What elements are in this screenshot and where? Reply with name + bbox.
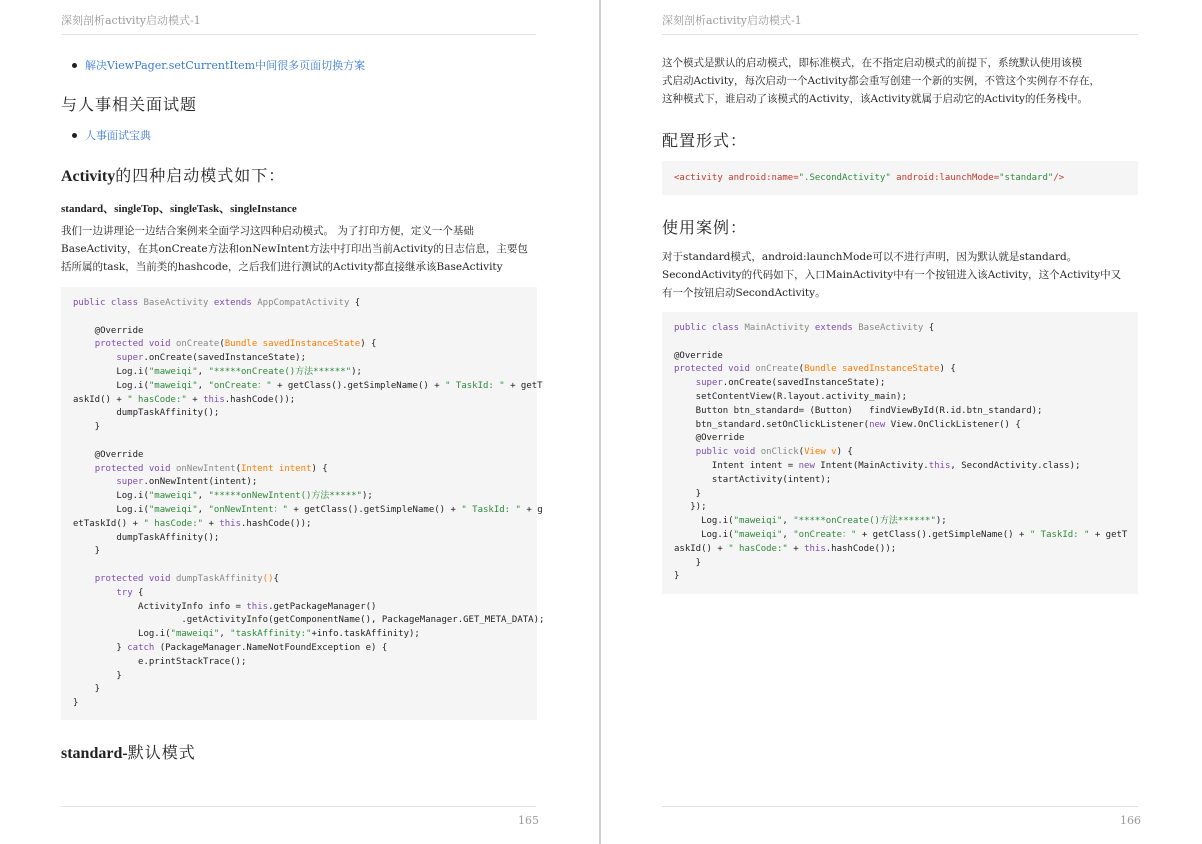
heading-part: standard- — [61, 745, 128, 762]
text-line: 这个模式是默认的启动模式，即标准模式，在不指定启动模式的前提下，系统默认使用该模 — [662, 57, 1082, 69]
footer-rule — [662, 806, 1138, 807]
heading-part: 的四种启动模式如下： — [115, 166, 286, 185]
config-name-value: ".SecondActivity" — [798, 173, 891, 183]
text-line: 括所属的task，当前类的hashcode，之后我们进行测试的Activity都直接继承该BaseActivity — [61, 261, 503, 273]
running-header: 深刻剖析activity启动模式-1 — [61, 14, 201, 27]
config-mode-value: "standard" — [999, 173, 1054, 183]
heading-hr-questions: 与人事相关面试题 — [61, 95, 198, 114]
code-block-base-activity: public class BaseActivity extends AppCompatActivity { @Override protected void onCreate(Bundle savedInstanceState) { super.onCreate(savedInstanceState); Log.i("maweiqi", "*****onCreate()方法******"); Log.i("maweiqi", "onCreate：" + getClass().getSimpleName() + " TaskId: " + getT askId() + " hasCode:" + this.hashCode()); dumpTaskAffinity(); } @Override protected void onNewIntent(Intent intent) { super.onNewIntent(intent); Log.i("maweiqi", "*****onNewIntent()方法*****"); Log.i("maweiqi", "onNewIntent：" + getClass().getSimpleName() + " TaskId: " + g etTaskId() + " hasCode:" + this.hashCode()); dumpTaskAffinity(); } protected void dumpTaskAffinity(){ try { ActivityInfo info = this.getPackageManager() .getActivityInfo(getComponentName(), PackageManager.GET_META_DATA); Log.i("maweiqi", "taskAffinity:"+info.taskAffinity); } catch (PackageManager.NameNotFoundException e) { e.printStackTrace(); } } } — [61, 287, 537, 720]
use-case-paragraph — [662, 248, 1138, 302]
page-number: 165 — [518, 814, 539, 827]
config-tag-close: /> — [1053, 173, 1065, 183]
heading-use-case: 使用案例： — [662, 218, 748, 237]
footer-rule — [61, 806, 536, 807]
right-page — [601, 0, 1202, 844]
modes-list: standard、singleTop、singleTask、singleInstance — [61, 203, 297, 215]
standard-mode-paragraph — [662, 54, 1138, 108]
running-header: 深刻剖析activity启动模式-1 — [662, 14, 802, 27]
text-line: BaseActivity，在其onCreate方法和onNewIntent方法中打印出当前Activity的日志信息，主要包 — [61, 243, 528, 255]
text-line: 有一个按钮启动SecondActivity。 — [662, 287, 826, 299]
code-block-main-activity: public class MainActivity extends BaseActivity { @Override protected void onCreate(Bundle savedInstanceState) { super.onCreate(savedInstanceState); setContentView(R.layout.activity_main); Button btn_standard= (Button) findViewById(R.id.btn_standard); btn_standard.setOnClickListener(new View.OnClickListener() { @Override public void onClick(View v) { Intent intent = new Intent(MainActivity.this, SecondActivity.class); startActivity(intent); } }); Log.i("maweiqi", "*****onCreate()方法******"); Log.i("maweiqi", "onCreate：" + getClass().getSimpleName() + " TaskId: " + getT askId() + " hasCode:" + this.hashCode()); } } — [662, 312, 1138, 594]
config-code-block — [662, 161, 1138, 195]
page-number: 166 — [1120, 814, 1141, 827]
config-tag-open: <activity android:name= — [674, 173, 799, 183]
text-line: SecondActivity的代码如下，入口MainActivity中有一个按钮进入该Activity，这个Activity中又 — [662, 269, 1122, 281]
text-line: 式启动Activity，每次启动一个Activity都会重写创建一个新的实例，不管这个实例存不存在， — [662, 75, 1100, 87]
text-line: 这种模式下，谁启动了该模式的Activity，该Activity就属于启动它的Activity的任务栈中。 — [662, 93, 1088, 105]
heading-config-form: 配置形式： — [662, 131, 748, 150]
heading-standard-mode — [61, 740, 196, 763]
bullet-list — [61, 57, 365, 73]
text-line: 我们一边讲理论一边结合案例来全面学习这四种启动模式。 为了打印方便，定义一个基础 — [61, 225, 474, 237]
link-viewpager-solution[interactable]: 解决ViewPager.setCurrentItem中间很多页面切换方案 — [61, 57, 365, 73]
heading-four-launch-modes — [61, 163, 285, 186]
heading-part: 默认模式 — [127, 743, 196, 762]
heading-part: Activity — [61, 168, 116, 185]
text-line: 对于standard模式，android:launchMode可以不进行声明，因为默认就是standard。 — [662, 251, 1078, 263]
header-rule — [662, 34, 1138, 35]
config-attr: android:launchMode= — [890, 173, 1000, 183]
link-hr-interview[interactable]: 人事面试宝典 — [61, 127, 151, 143]
header-rule — [61, 34, 536, 35]
left-page — [0, 0, 600, 844]
intro-paragraph — [61, 222, 537, 276]
bullet-list — [61, 127, 151, 143]
